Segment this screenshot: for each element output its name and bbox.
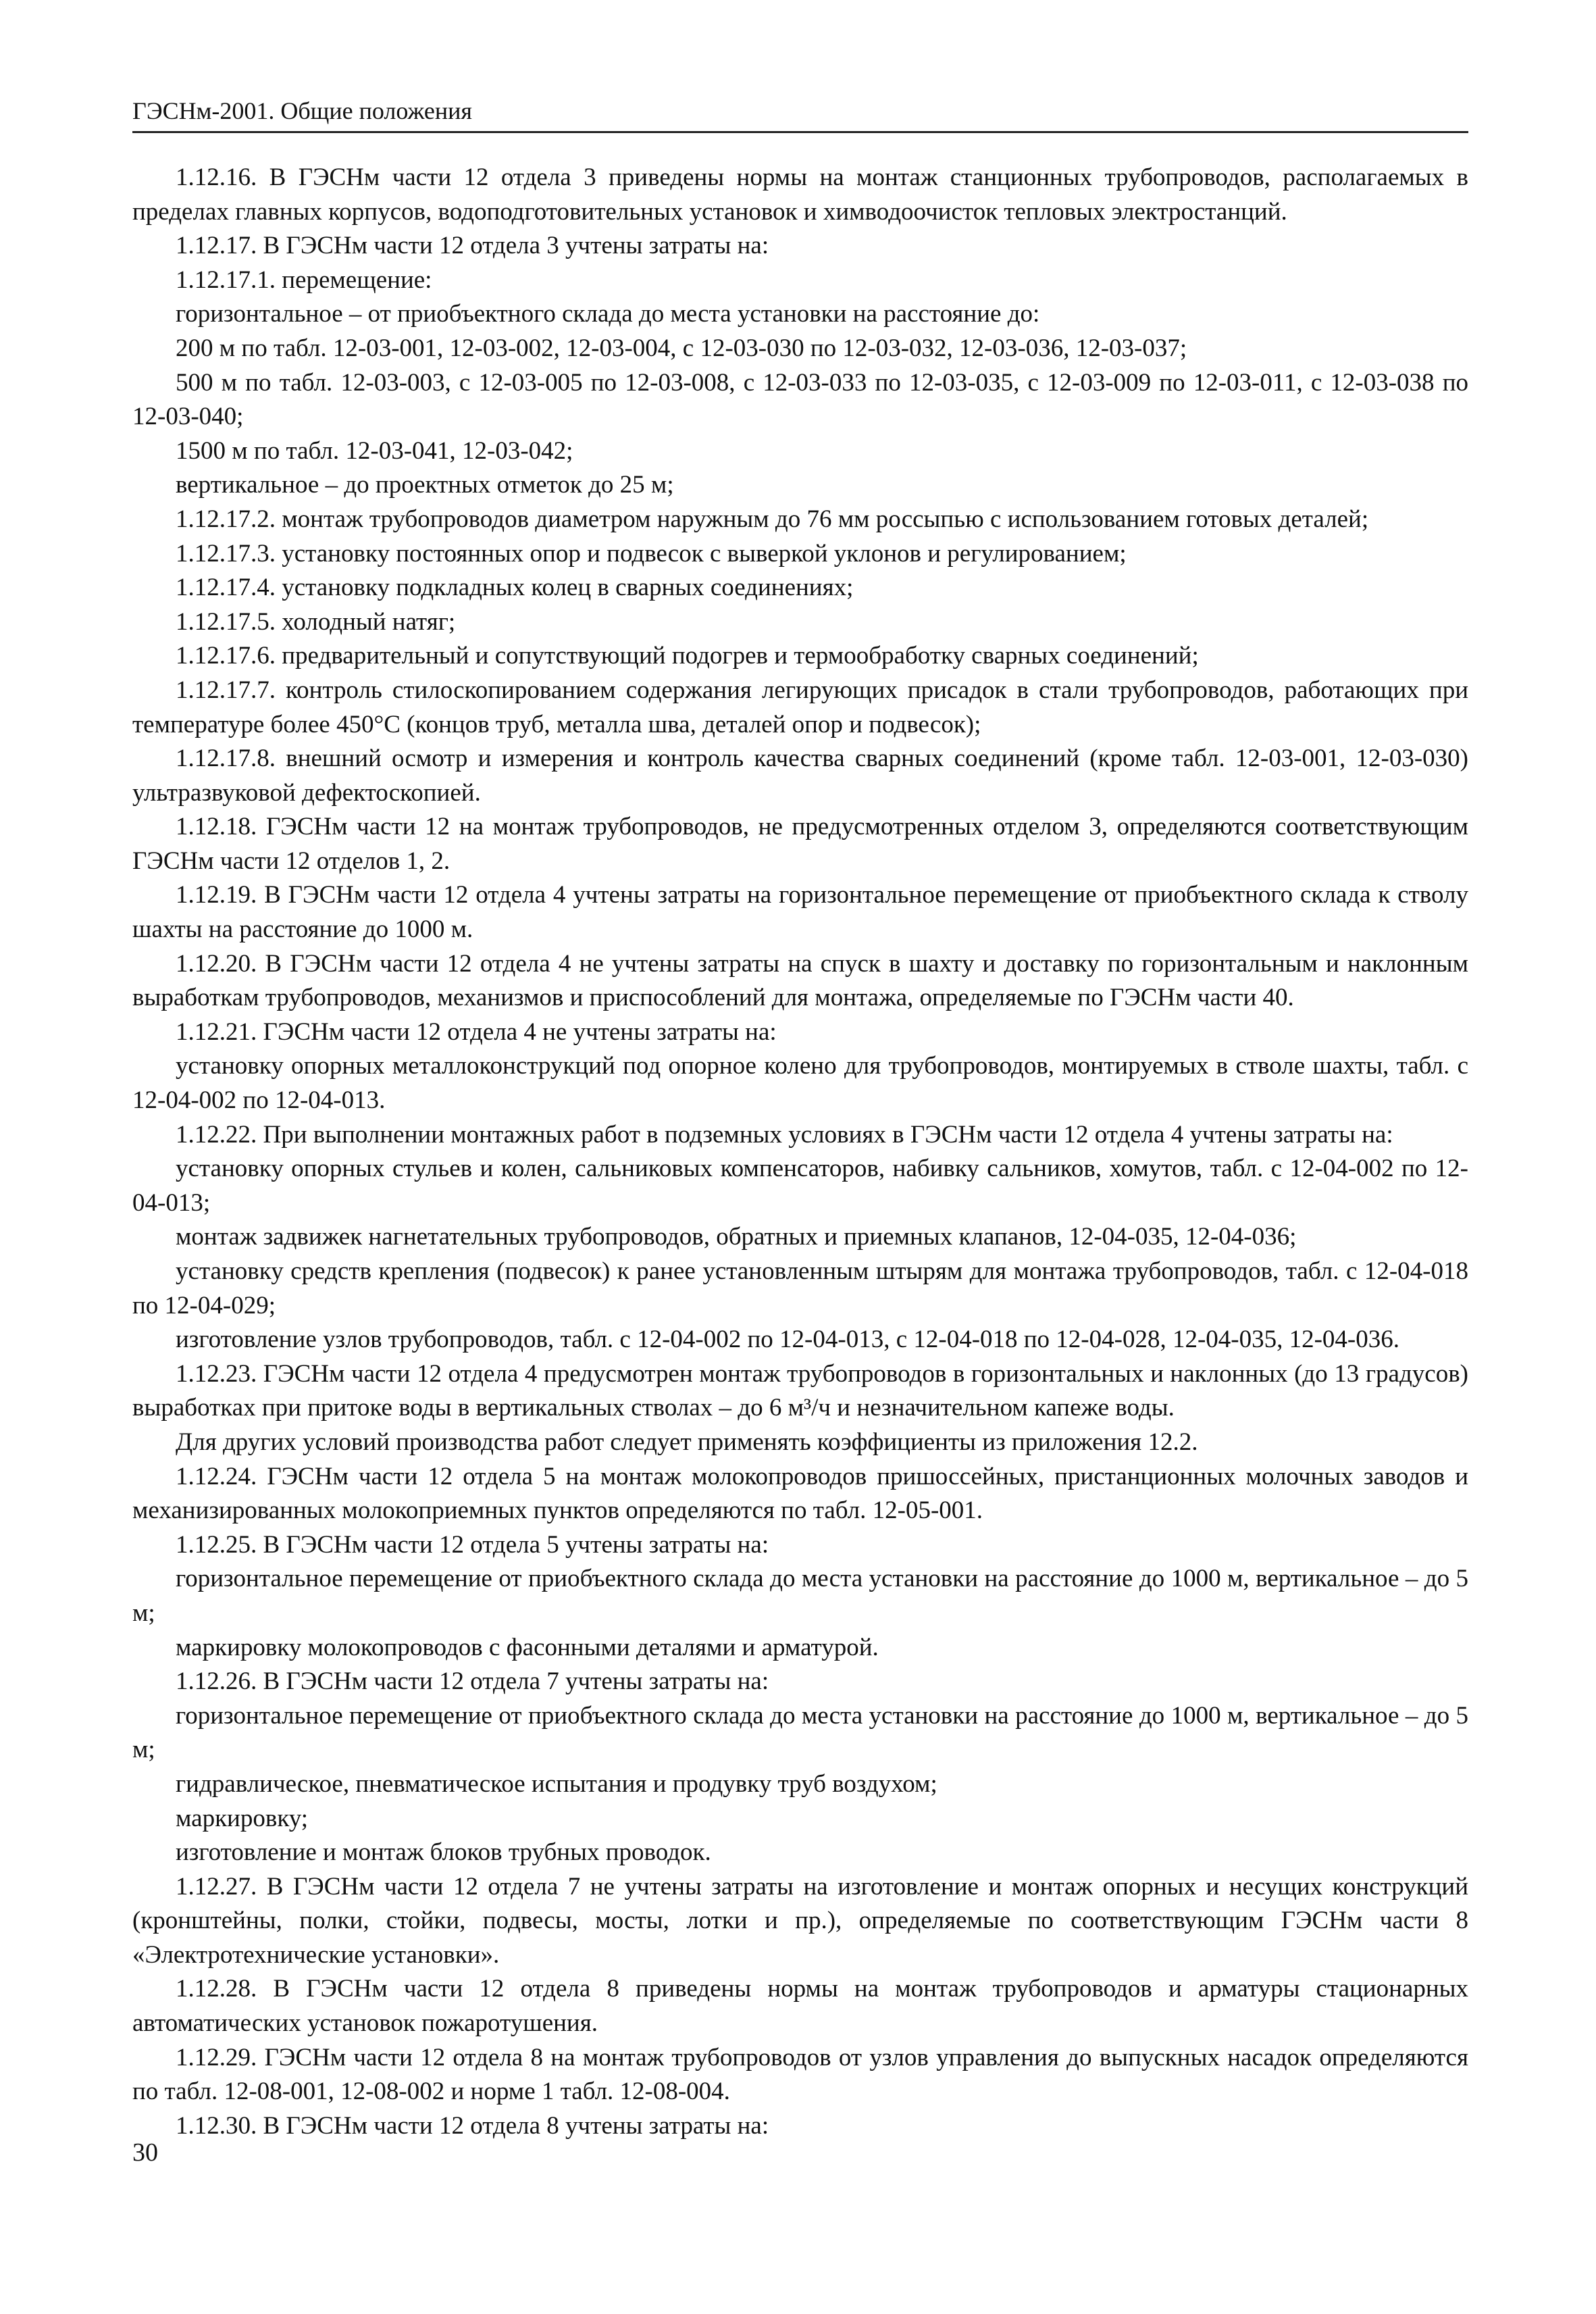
paragraph: горизонтальное – от приобъектного склада до места установки на расстояние до:	[176, 300, 1040, 328]
paragraph: 1.12.27. В ГЭСНм части 12 отдела 7 не учтены затраты на изготовление и монтаж опорных и несущих конструкций (кронштейны, полки, стойки, подвесы, мосты, лотки и пр.), определяемые по соответствующим ГЭСНм части 8 «Электротехнические установки».	[132, 1872, 1468, 1969]
paragraph: 1.12.17.1. перемещение:	[176, 266, 432, 294]
paragraph: 1.12.24. ГЭСНм части 12 отдела 5 на монтаж молокопроводов пришоссейных, пристанционных молочных заводов и механизированных молокоприемных пунктов определяются по табл. 12-05-001.	[132, 1462, 1468, 1525]
paragraph: горизонтальное перемещение от приобъектного склада до места установки на расстояние до 1000 м, вертикальное – до 5 м;	[132, 1701, 1468, 1764]
paragraph: 1.12.18. ГЭСНм части 12 на монтаж трубопроводов, не предусмотренных отделом 3, определяются соответствующим ГЭСНм части 12 отделов 1, 2.	[132, 813, 1468, 875]
paragraph: 1.12.30. В ГЭСНм части 12 отдела 8 учтены затраты на:	[176, 2111, 769, 2140]
paragraph: маркировку;	[176, 1804, 309, 1832]
paragraph: 1.12.17.8. внешний осмотр и измерения и контроль качества сварных соединений (кроме табл. 12-03-001, 12-03-030) ультразвуковой дефектоскопией.	[132, 745, 1468, 807]
paragraph: 500 м по табл. 12-03-003, с 12-03-005 по 12-03-008, с 12-03-033 по 12-03-035, с 12-03-009 по 12-03-011, с 12-03-038 по 12-03-040;	[132, 368, 1468, 431]
paragraph: маркировку молокопроводов с фасонными деталями и арматурой.	[176, 1633, 879, 1661]
paragraph: монтаж задвижек нагнетательных трубопроводов, обратных и приемных клапанов, 12-04-035, 12-04-036;	[176, 1223, 1297, 1251]
paragraph: 1.12.16. В ГЭСНм части 12 отдела 3 приведены нормы на монтаж станционных трубопроводов, располагаемых в пределах главных корпусов, водоподготовительных установок и химводоочисток тепловых электростанций.	[132, 164, 1468, 226]
paragraph: установку опорных металлоконструкций под опорное колено для трубопроводов, монтируемых в стволе шахты, табл. с 12-04-002 по 12-04-013.	[132, 1052, 1468, 1115]
paragraph: 1.12.21. ГЭСНм части 12 отдела 4 не учтены затраты на:	[176, 1017, 777, 1046]
paragraph: 1500 м по табл. 12-03-041, 12-03-042;	[176, 436, 573, 465]
paragraph: 1.12.26. В ГЭСНм части 12 отдела 7 учтены затраты на:	[176, 1667, 769, 1696]
paragraph: изготовление и монтаж блоков трубных проводок.	[176, 1838, 711, 1867]
paragraph: 1.12.19. В ГЭСНм части 12 отдела 4 учтены затраты на горизонтальное перемещение от приобъектного склада к стволу шахты на расстояние до 1000 м.	[132, 881, 1468, 944]
paragraph: 1.12.23. ГЭСНм части 12 отдела 4 предусмотрен монтаж трубопроводов в горизонтальных и наклонных (до 13 градусов) выработках при притоке воды в вертикальных стволах – до 6 м³/ч и незначительном капеже воды.	[132, 1359, 1468, 1422]
paragraph: 1.12.17.7. контроль стилоскопированием содержания легирующих присадок в стали трубопроводов, работающих при температуре более 450°С (концов труб, металла шва, деталей опор и подвесок);	[132, 676, 1468, 738]
paragraph: 1.12.20. В ГЭСНм части 12 отдела 4 не учтены затраты на спуск в шахту и доставку по горизонтальным и наклонным выработкам трубопроводов, механизмов и приспособлений для монтажа, определяемые по ГЭСНм части 40.	[132, 949, 1468, 1012]
paragraph: 1.12.25. В ГЭСНм части 12 отдела 5 учтены затраты на:	[176, 1530, 769, 1559]
paragraph: 200 м по табл. 12-03-001, 12-03-002, 12-03-004, с 12-03-030 по 12-03-032, 12-03-036, 12-03-037;	[176, 334, 1187, 362]
paragraph: 1.12.17.3. установку постоянных опор и подвесок с выверкой уклонов и регулированием;	[176, 539, 1127, 568]
paragraph: вертикальное – до проектных отметок до 25 м;	[176, 471, 674, 499]
paragraph: установку средств крепления (подвесок) к ранее установленным штырям для монтажа трубопроводов, табл. с 12-04-018 по 12-04-029;	[132, 1257, 1468, 1319]
paragraph: 1.12.17.5. холодный натяг;	[176, 607, 456, 636]
paragraph: 1.12.17. В ГЭСНм части 12 отдела 3 учтены затраты на:	[176, 232, 769, 260]
paragraph: 1.12.22. При выполнении монтажных работ в подземных условиях в ГЭСНм части 12 отдела 4 учтены затраты на:	[176, 1120, 1393, 1149]
paragraph: 1.12.17.4. установку подкладных колец в сварных соединениях;	[176, 574, 854, 602]
page-number: 30	[132, 2138, 158, 2167]
document-body	[132, 161, 1468, 2143]
paragraph: 1.12.29. ГЭСНм части 12 отдела 8 на монтаж трубопроводов от узлов управления до выпускных насадок определяются по табл. 12-08-001, 12-08-002 и норме 1 табл. 12-08-004.	[132, 2043, 1468, 2106]
paragraph: установку опорных стульев и колен, сальниковых компенсаторов, набивку сальников, хомутов, табл. с 12-04-002 по 12-04-013;	[132, 1155, 1468, 1217]
paragraph: 1.12.17.2. монтаж трубопроводов диаметром наружным до 76 мм россыпью с использованием готовых деталей;	[176, 505, 1369, 533]
paragraph: 1.12.28. В ГЭСНм части 12 отдела 8 приведены нормы на монтаж трубопроводов и арматуры стационарных автоматических установок пожаротушения.	[132, 1975, 1468, 2038]
running-header: ГЭСНм-2001. Общие положения	[132, 95, 1468, 133]
paragraph: гидравлическое, пневматическое испытания и продувку труб воздухом;	[176, 1769, 937, 1798]
paragraph: 1.12.17.6. предварительный и сопутствующий подогрев и термообработку сварных соединений;	[176, 642, 1199, 670]
paragraph: Для других условий производства работ следует применять коэффициенты из приложения 12.2.	[176, 1428, 1198, 1456]
paragraph: горизонтальное перемещение от приобъектного склада до места установки на расстояние до 1000 м, вертикальное – до 5 м;	[132, 1565, 1468, 1627]
paragraph: изготовление узлов трубопроводов, табл. с 12-04-002 по 12-04-013, с 12-04-018 по 12-04-028, 12-04-035, 12-04-036.	[176, 1326, 1399, 1354]
